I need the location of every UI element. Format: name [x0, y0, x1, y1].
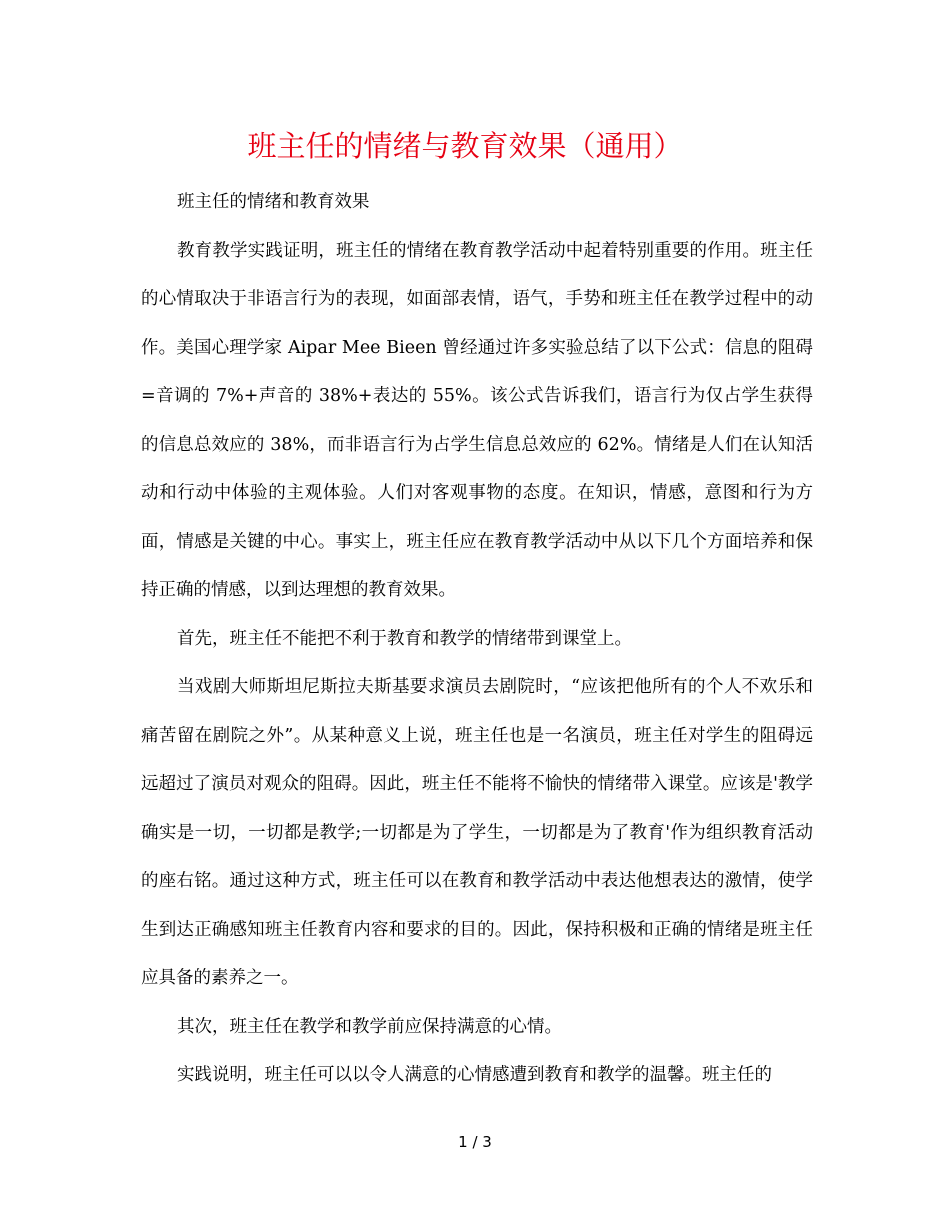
paragraph: 当戏剧大师斯坦尼斯拉夫斯基要求演员去剧院时，“应该把他所有的个人不欢乐和痛苦留在剧院之外”。从某种意义上说，班主任也是一名演员，班主任对学生的阻碍远远超过了演员对观众的阻碍。因此，班主任不能将不愉快的情绪带入课堂。应该是'教学确实是一切，一切都是教学;一切都是为了学生，一切都是为了教育'作为组织教育活动的座右铭。通过这种方式，班主任可以在教育和教学活动中表达他想表达的激情，使学生到达正确感知班主任教育内容和要求的目的。因此，保持积极和正确的情绪是班主任应具备的素养之一。 — [141, 677, 813, 988]
paragraph: 教育教学实践证明，班主任的情绪在教育教学活动中起着特别重要的作用。班主任的心情取决于非语言行为的表现，如面部表情，语气，手势和班主任在教学过程中的动作。美国心理学家 Aipar Mee Bieen 曾经通过许多实验总结了以下公式：信息的阻碍=音调的 7%+声音的 38%+表达的 55%。该公式告诉我们，语言行为仅占学生获得的信息总效应的 38%，而非语言行为占学生信息总效应的 62%。情绪是人们在认知活动和行动中体验的主观体验。人们对客观事物的态度。在知识，情感，意图和行为方面，情感是关键的中心。事实上，班主任应在教育教学活动中从以下几个方面培养和保持正确的情感，以到达理想的教育效果。 — [141, 240, 813, 600]
paragraph-heading: 其次，班主任在教学和教学前应保持满意的心情。 — [177, 1016, 562, 1037]
paragraph-subtitle: 班主任的情绪和教育效果 — [177, 192, 370, 212]
paragraph: 实践说明，班主任可以以令人满意的心情感遭到教育和教学的温馨。班主任的 — [177, 1065, 772, 1085]
paragraph-heading: 首先，班主任不能把不利于教育和教学的情绪带到课堂上。 — [177, 628, 632, 649]
page-number: 1 / 3 — [458, 1133, 492, 1151]
document-title: 班主任的情绪与教育效果（通用） — [247, 129, 683, 163]
document-body — [141, 178, 813, 1100]
